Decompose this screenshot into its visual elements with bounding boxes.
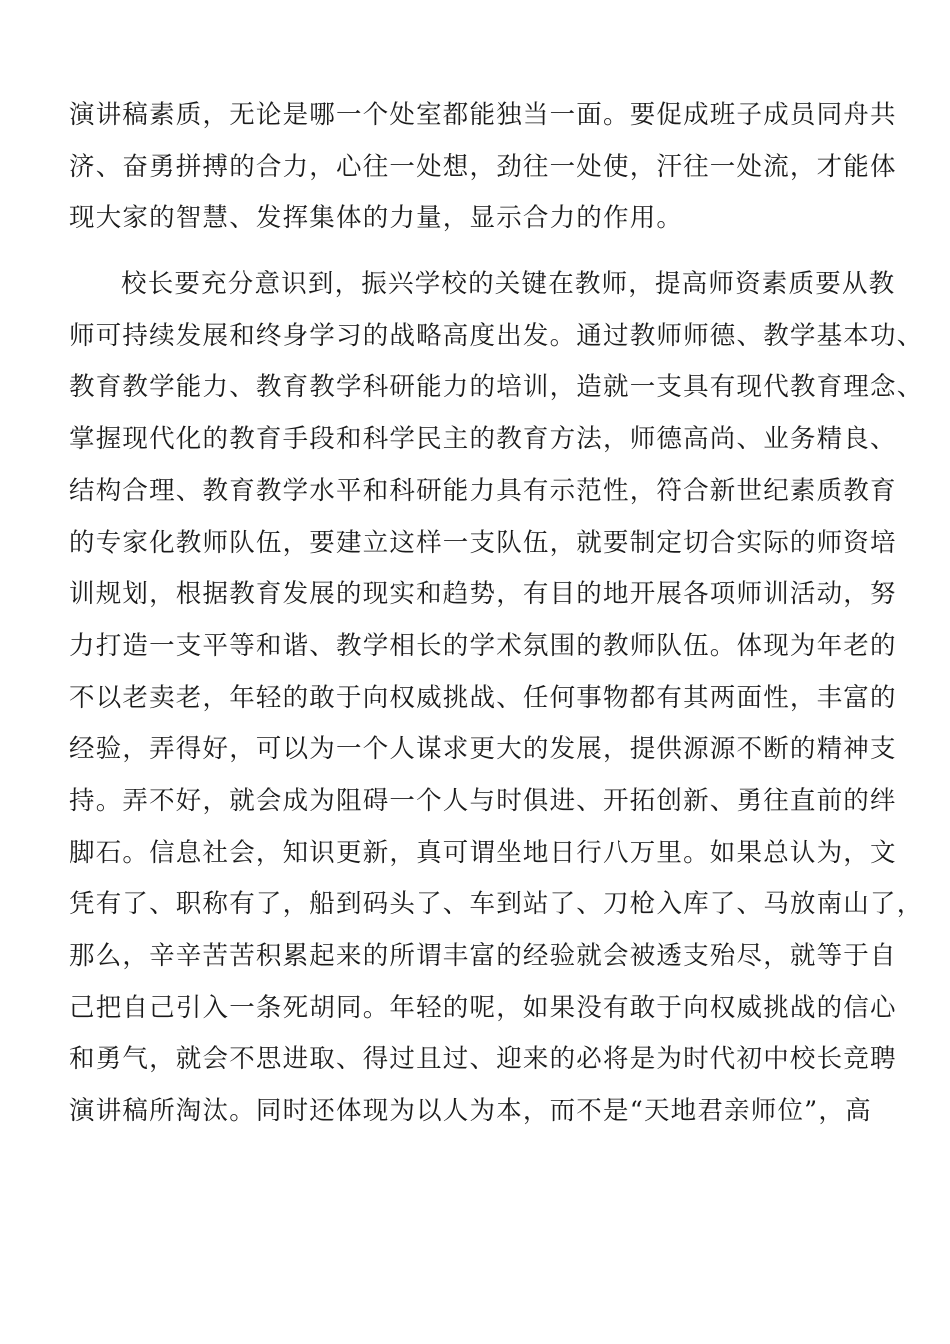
text-line: 那么，辛辛苦苦积累起来的所谓丰富的经验就会被透支殆尽，就等于自 — [69, 941, 897, 971]
text-line: 不以老卖老，年轻的敢于向权威挑战、任何事物都有其两面性，丰富的 — [69, 682, 897, 713]
text-line: 力打造一支平等和谐、教学相长的学术氛围的教师队伍。体现为年老的 — [69, 630, 897, 661]
paragraph-2 — [69, 259, 924, 1138]
text-line: 教育教学能力、教育教学科研能力的培训，造就一支具有现代教育理念、 — [69, 372, 924, 403]
text-line: 己把自己引入一条死胡同。年轻的呢，如果没有敢于向权威挑战的信心 — [69, 992, 897, 1023]
text-line: 和勇气，就会不思进取、得过且过、迎来的必将是为时代初中校长竞聘 — [69, 1044, 897, 1075]
paragraph-1 — [69, 90, 897, 245]
text-line: 师可持续发展和终身学习的战略高度出发。通过教师师德、教学基本功、 — [69, 320, 924, 351]
text-line: 训规划，根据教育发展的现实和趋势，有目的地开展各项师训活动，努 — [69, 579, 897, 610]
text-line: 校长要充分意识到，振兴学校的关键在教师，提高师资素质要从教 — [121, 269, 896, 300]
text-line: 经验，弄得好，可以为一个人谋求更大的发展，提供源源不断的精神支 — [69, 734, 897, 765]
document-body — [69, 90, 924, 1138]
text-line: 济、奋勇拼搏的合力，心往一处想，劲往一处使，汗往一处流，才能体 — [69, 151, 897, 182]
text-line: 凭有了、职称有了，船到码头了、车到站了、刀枪入库了、马放南山了， — [69, 889, 924, 920]
text-line: 掌握现代化的教育手段和科学民主的教育方法，师德高尚、业务精良、 — [69, 424, 897, 455]
text-line: 结构合理、教育教学水平和科研能力具有示范性，符合新世纪素质教育 — [69, 475, 897, 506]
text-line: 持。弄不好，就会成为阻碍一个人与时俱进、开拓创新、勇往直前的绊 — [69, 785, 897, 816]
paragraph-spacing — [69, 245, 889, 259]
text-line: 演讲稿所淘汰。同时还体现为以人为本，而不是“天地君亲师位”，高 — [69, 1096, 872, 1127]
text-line: 的专家化教师队伍，要建立这样一支队伍，就要制定切合实际的师资培 — [69, 527, 897, 558]
text-line: 现大家的智慧、发挥集体的力量，显示合力的作用。 — [69, 203, 684, 234]
text-line: 演讲稿素质，无论是哪一个处室都能独当一面。要促成班子成员同舟共 — [69, 100, 897, 130]
text-line: 脚石。信息社会，知识更新，真可谓坐地日行八万里。如果总认为，文 — [69, 837, 897, 868]
